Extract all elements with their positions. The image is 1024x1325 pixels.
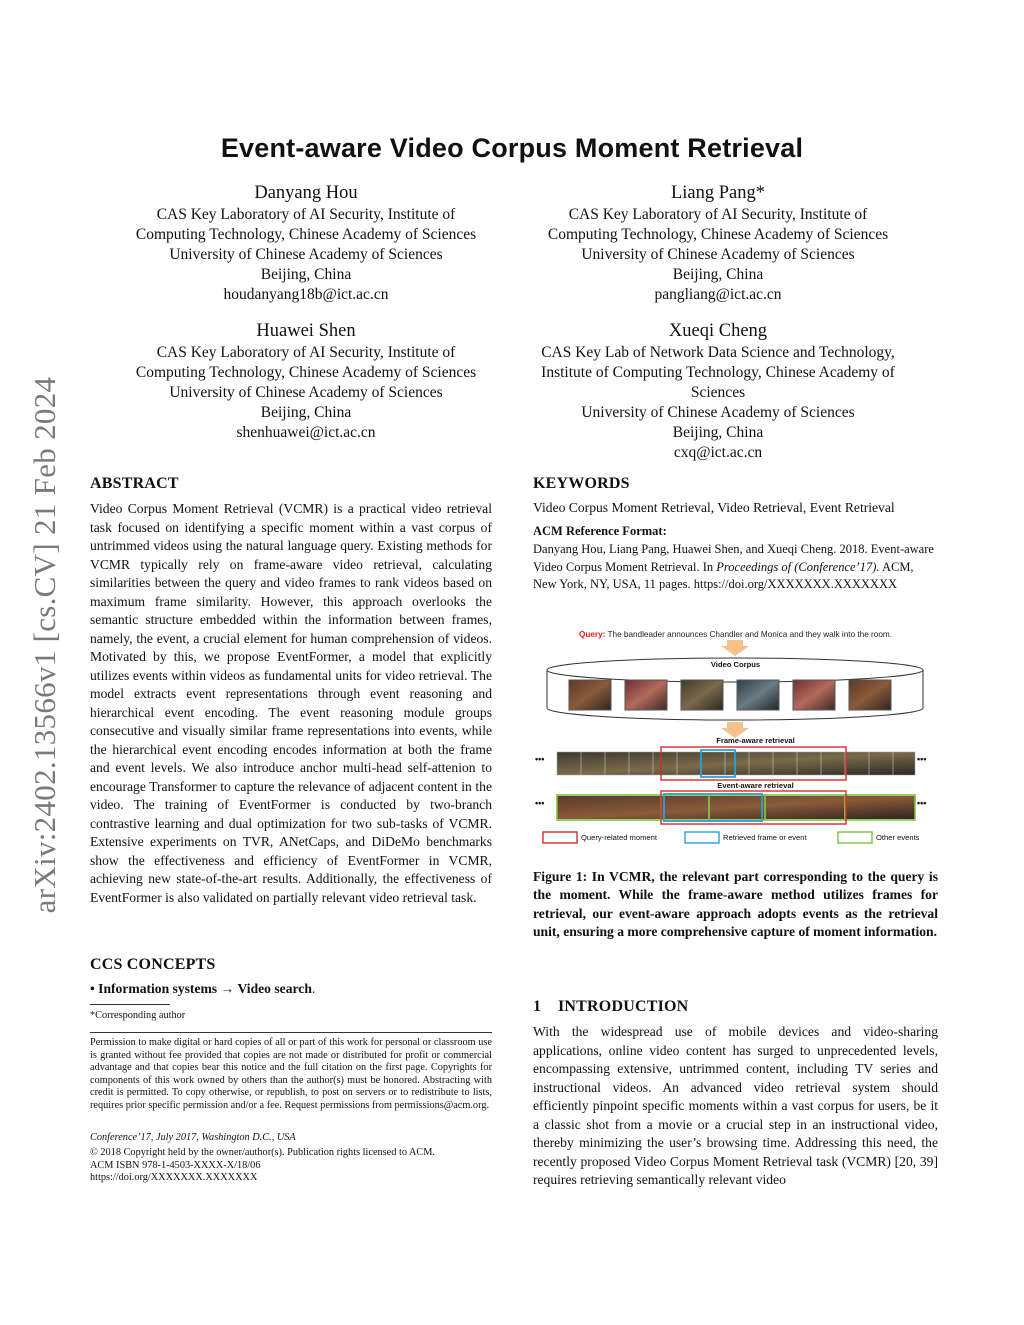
ccs-bullet: • Information systems xyxy=(90,981,218,996)
affiliation-line: University of Chinese Academy of Sciences xyxy=(581,246,855,263)
ellipsis-left-1: ••• xyxy=(535,754,545,764)
keywords-heading: KEYWORDS xyxy=(533,475,630,492)
author-name: Liang Pang* xyxy=(670,183,766,203)
affiliation-line: CAS Key Laboratory of AI Security, Institute of xyxy=(568,206,868,223)
author-name: Huawei Shen xyxy=(256,321,356,341)
author-email: cxq@ict.ac.cn xyxy=(673,444,763,461)
frame-strip-frame-aware xyxy=(557,747,915,780)
frame-strip-event-aware xyxy=(557,791,915,824)
author-email: pangliang@ict.ac.cn xyxy=(654,286,782,303)
ccs-line xyxy=(90,980,492,999)
ellipsis-right-1: ••• xyxy=(917,754,927,764)
affiliation-line: University of Chinese Academy of Sciences xyxy=(169,384,443,401)
ellipsis-left-2: ••• xyxy=(535,798,545,808)
footnote-rule xyxy=(90,1004,170,1005)
keywords-text: Video Corpus Moment Retrieval, Video Retrieval, Event Retrieval xyxy=(533,500,895,515)
acm-ref-part1: Danyang Hou, Liang Pang, Huawei Shen, and Xueqi Cheng. 2018. Event-aware Video Corpus Moment Retrieval. In xyxy=(533,542,934,574)
intro-heading: 1 INTRODUCTION xyxy=(533,998,689,1015)
arrow-icon xyxy=(721,640,749,656)
ccs-arrow: → xyxy=(217,981,238,996)
acm-ref-text xyxy=(533,541,938,594)
acm-ref-venue: Proceedings of (Conference’17). xyxy=(716,559,880,574)
isbn-line: ACM ISBN 978-1-4503-XXXX-X/18/06 xyxy=(90,1159,261,1171)
author-email: houdanyang18b@ict.ac.cn xyxy=(223,286,389,303)
copyright-line: © 2018 Copyright held by the owner/author(s). Publication rights licensed to ACM. xyxy=(90,1147,436,1158)
arxiv-sidebar xyxy=(22,350,68,940)
affiliation-line: Computing Technology, Chinese Academy of Sciences xyxy=(547,226,889,243)
acm-ref-part3: ACM, New York, NY, USA, 11 pages. https://doi.org/XXXXXXX.XXXXXXX xyxy=(533,559,914,591)
author-block-1 xyxy=(100,181,512,305)
author-email: shenhuawei@ict.ac.cn xyxy=(236,424,376,441)
figure-1 xyxy=(533,628,938,850)
legend-query-moment: Query-related moment xyxy=(581,833,657,842)
legend-swatch-retrieved xyxy=(685,832,719,843)
author-name: Xueqi Cheng xyxy=(668,321,768,341)
author-block-4 xyxy=(512,319,924,463)
query-label: Query: xyxy=(579,630,606,639)
affiliation-line: Beijing, China xyxy=(260,266,352,283)
doi-line: https://doi.org/XXXXXXX.XXXXXXX xyxy=(90,1172,258,1183)
affiliation-line: University of Chinese Academy of Sciences xyxy=(581,404,855,421)
acm-ref-heading: ACM Reference Format: xyxy=(533,524,667,538)
affiliation-line: CAS Key Laboratory of AI Security, Institute of xyxy=(156,344,456,361)
legend-retrieved: Retrieved frame or event xyxy=(723,833,807,842)
author-block-2 xyxy=(512,181,924,305)
arxiv-id: arXiv:2402.13566v1 [cs.CV] 21 Feb 2024 xyxy=(27,376,62,914)
legend-swatch-other xyxy=(838,832,872,843)
ellipsis-right-2: ••• xyxy=(917,798,927,808)
affiliation-line: University of Chinese Academy of Sciences xyxy=(169,246,443,263)
affiliation-line: CAS Key Laboratory of AI Security, Institute of xyxy=(156,206,456,223)
permission-rule xyxy=(90,1032,492,1033)
abstract-heading: ABSTRACT xyxy=(90,475,179,492)
abstract-text: Video Corpus Moment Retrieval (VCMR) is a practical video retrieval task focused on identifying a specific moment within a vast corpus of untrimmed videos using the natural language query. Existing methods for VCMR typically rely on frame-aware video retrieval, calculating similarities between the query and video frames to rank videos based on maximum frame similarity. However, this approach overlooks the semantic structure embedded within the information between frames, namely, the event, a crucial element for human comprehension of videos. Motivated by this, we propose EventFormer, a model that explicitly utilizes events within videos as fundamental units for video retrieval. The model extracts event representations through event reasoning and hierarchical event encoding. The event reasoning module groups consecutive and visually similar frame representations into events, while the hierarchical event encoding encodes information at both the frame and event levels. We also introduce anchor multi-head self-attenion to encourage Transformer to capture the relevance of adjacent content in the video. The training of EventFormer is conducted by two-branch contrastive learning and dual optimization for two sub-tasks of VCMR. Extensive experiments on TVR, ANetCaps, and DiDeMo benchmarks show the effectiveness and efficiency of EventFormer in VCMR, achieving new state-of-the-art results. Additionally, the effectiveness of EventFormer is also validated on partially relevant video retrieval task. xyxy=(90,501,492,905)
affiliation-line: Computing Technology, Chinese Academy of Sciences xyxy=(135,364,477,381)
affiliation-line: CAS Key Lab of Network Data Science and Technology, xyxy=(541,344,895,361)
affiliation-line: Computing Technology, Chinese Academy of Sciences xyxy=(135,226,477,243)
affiliation-line: Beijing, China xyxy=(260,404,352,421)
frame-aware-label: Frame-aware retrieval xyxy=(716,736,795,745)
affiliation-line: Beijing, China xyxy=(672,424,764,441)
event-aware-label: Event-aware retrieval xyxy=(717,781,794,790)
conference-line: Conference’17, July 2017, Washington D.C., USA xyxy=(90,1132,296,1143)
footnote: *Corresponding author xyxy=(90,1010,186,1021)
author-block-3 xyxy=(100,319,512,443)
corpus-label: Video Corpus xyxy=(710,660,761,669)
paper-title: Event-aware Video Corpus Moment Retrieval xyxy=(220,133,804,163)
ccs-item: Video search xyxy=(237,981,312,996)
affiliation-line: Beijing, China xyxy=(672,266,764,283)
legend-swatch-moment xyxy=(543,832,577,843)
ccs-end: . xyxy=(311,981,316,996)
legend-other-events: Other events xyxy=(876,833,920,842)
intro-text: With the widespread use of mobile devices and video-sharing applications, online video content has surged to unprecedented levels, encompassing extensive, untrimmed content, including TV series and instructional videos. An advanced video retrieval system should efficiently pinpoint specific moments within a vast corpus for users, be it a classic shot from a movie or a crucial step in an instructional video, thereby minimizing the user’s browsing time. Addressing this need, the recently proposed Video Corpus Moment Retrieval task (VCMR) [20, 39] requires retrieving semantically relevant video xyxy=(533,1024,938,1187)
query-text: The bandleader announces Chandler and Monica and they walk into the room. xyxy=(605,630,892,639)
affiliation-line: Institute of Computing Technology, Chinese Academy of xyxy=(541,364,895,381)
copyright-block xyxy=(90,1147,492,1185)
ccs-heading: CCS CONCEPTS xyxy=(90,956,216,973)
figure-caption: Figure 1: In VCMR, the relevant part corresponding to the query is the moment. While the frame-aware method utilizes frames for retrieval, our event-aware approach adopts events as the retrieval unit, ensuring a more comprehensive capture of moment information. xyxy=(533,869,938,939)
permission-text: Permission to make digital or hard copies of all or part of this work for personal or classroom use is granted without fee provided that copies are not made or distributed for profit or commercial advantage and that copies bear this notice and the full citation on the first page. Copyrights for components of this work owned by others than the author(s) must be honored. Abstracting with credit is permitted. To copy otherwise, or republish, to post on servers or to redistribute to lists, requires prior specific permission and/or a fee. Request permissions from permissions@acm.org. xyxy=(90,1037,492,1111)
affiliation-line: Sciences xyxy=(690,384,746,401)
author-name: Danyang Hou xyxy=(254,183,358,203)
